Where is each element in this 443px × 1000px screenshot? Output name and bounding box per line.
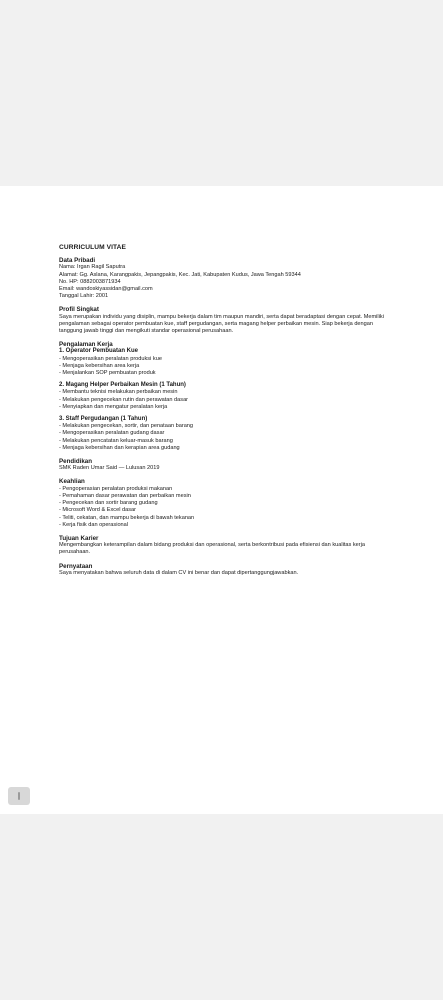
job-duty: - Melakukan pengecekan rutin dan perawatan dasar [59, 396, 189, 403]
profile-text: Saya merupakan individu yang disiplin, mampu bekerja dalam tim maupun mandiri, serta dapat beradaptasi dengan cepat. Memiliki pengalaman sebagai operator pembuatan kue, staff pergudangan, serta magang helper perbaikan mesin. Siap bekerja dengan tanggung jawab tinggi dan mengikuti standar operasional perusahaan. [59, 313, 384, 335]
section-heading: Pernyataan [59, 562, 93, 570]
section-heading: Pengalaman Kerja [59, 341, 113, 349]
section-pernyataan [59, 563, 389, 577]
job-duty: - Menyiapkan dan mengatur peralatan kerja [59, 403, 168, 410]
job-duty: - Mengoperasikan peralatan produksi kue [59, 355, 162, 362]
skill-item: - Pengecekan dan sortir barang gudang [59, 500, 158, 507]
scroll-handle-icon [18, 792, 20, 800]
personal-name: Nama: Irgan Ragil Saputra [59, 264, 126, 271]
skill-item: - Pengoperasian peralatan produksi makanan [59, 485, 173, 492]
skill-item: - Microsoft Word & Excel dasar [59, 507, 136, 514]
section-pengalaman [59, 341, 389, 452]
section-heading: Pendidikan [59, 458, 93, 466]
personal-address: Alamat: Gg. Aslana, Karangpakis, Jepangpakis, Kec. Jati, Kabupaten Kudus, Jawa Tengah 59344 [59, 271, 301, 278]
section-pendidikan [59, 458, 389, 472]
job-duty: - Mengoperasikan peralatan gudang dasar [59, 430, 165, 437]
job-duty: - Membantu teknisi melakukan perbaikan mesin [59, 389, 178, 396]
job-duty: - Menjalankan SOP pembuatan produk [59, 370, 156, 377]
skill-item: - Pemahaman dasar perawatan dan perbaikan mesin [59, 492, 191, 499]
section-heading: Profil Singkat [59, 306, 99, 314]
personal-phone: No. HP: 0882003871934 [59, 278, 121, 285]
education-entry: SMK Raden Umar Said — Lulusan 2019 [59, 465, 160, 472]
job-duty: - Menjaga kebersihan area kerja [59, 362, 140, 369]
skill-item: - Teliti, cekatan, dan mampu bekerja di bawah tekanan [59, 514, 195, 521]
section-tujuan [59, 535, 389, 557]
document-page [0, 186, 443, 814]
job-title: 1. Operator Pembuatan Kue [59, 348, 139, 355]
section-heading: Keahlian [59, 478, 85, 486]
job-title: 2. Magang Helper Perbaikan Mesin (1 Tahun) [59, 382, 186, 389]
section-heading: Data Pribadi [59, 257, 96, 265]
job-title: 3. Staff Pergudangan (1 Tahun) [59, 416, 148, 423]
scroll-indicator-button[interactable] [8, 787, 30, 805]
personal-birthdate: Tanggal Lahir: 2001 [59, 293, 109, 300]
job-entry [59, 416, 389, 452]
job-duty: - Melakukan pencatatan keluar-masuk barang [59, 437, 173, 444]
job-duty: - Melakukan pengecekan, sortir, dan penataan barang [59, 423, 194, 430]
document-title: CURRICULUM VITAE [59, 244, 127, 251]
personal-email: Email: wandoskiyassidan@gmail.com [59, 286, 153, 293]
section-keahlian [59, 478, 389, 528]
career-goal-text: Mengembangkan keterampilan dalam bidang produksi dan operasional, serta berkontribusi pada efisiensi dan kualitas kerja perusahaan. [59, 542, 365, 556]
job-duty: - Menjaga kebersihan dan kerapian area gudang [59, 444, 180, 451]
skill-item: - Kerja fisik dan operasional [59, 521, 129, 528]
job-entry [59, 382, 389, 411]
section-data-pribadi [59, 257, 389, 300]
section-heading: Tujuan Karier [59, 534, 99, 542]
cv-content [59, 244, 389, 583]
job-entry [59, 348, 389, 377]
statement-text: Saya menyatakan bahwa seluruh data di dalam CV ini benar dan dapat dipertanggungjawabkan. [59, 569, 299, 576]
section-profil [59, 306, 389, 335]
